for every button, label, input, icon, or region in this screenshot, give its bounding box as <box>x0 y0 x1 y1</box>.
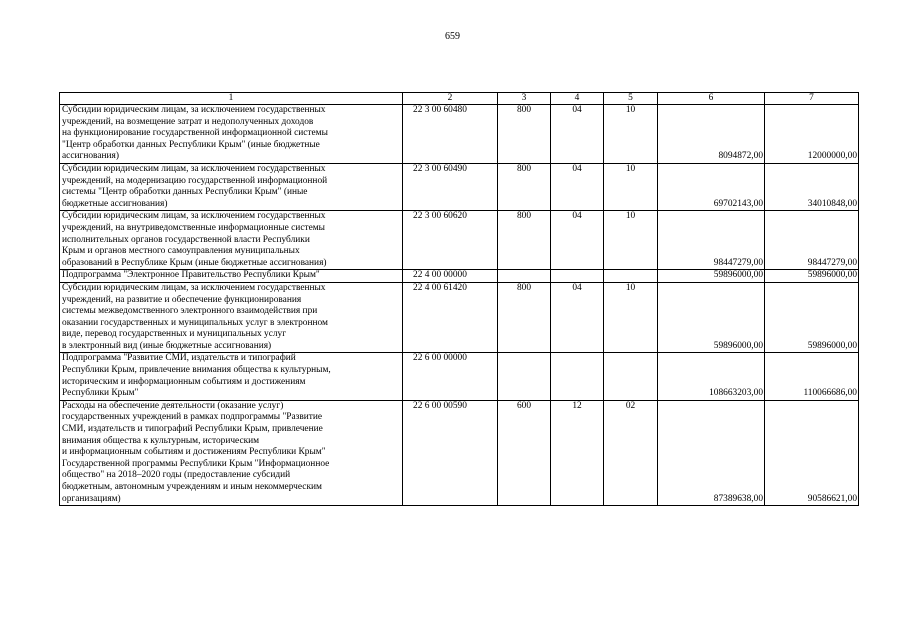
subsection-code: 02 <box>604 400 658 505</box>
expense-type-code: 800 <box>498 163 551 210</box>
row-name-line: образований в Республике Крым (иные бюджетные ассигнования) <box>62 257 327 268</box>
row-name-line: Субсидии юридическим лицам, за исключением государственных <box>62 282 326 293</box>
column-header-1: 1 <box>60 93 403 105</box>
expense-type-code <box>498 353 551 400</box>
row-name <box>60 163 403 210</box>
amount-year-1: 59896000,00 <box>658 270 765 283</box>
target-article-code: 22 3 00 60480 <box>403 105 498 164</box>
amount-year-1: 87389638,00 <box>658 400 765 505</box>
subsection-code: 10 <box>604 282 658 353</box>
amount-year-2: 12000000,00 <box>765 105 859 164</box>
subsection-code <box>604 353 658 400</box>
amount-year-1: 59896000,00 <box>658 282 765 353</box>
amount-year-2: 110066686,00 <box>765 353 859 400</box>
row-name-line: Подпрограмма "Электронное Правительство Республики Крым" <box>62 270 320 281</box>
row-name-line: Субсидии юридическим лицам, за исключением государственных <box>62 163 326 174</box>
row-name-line: Государственной программы Республики Крым "Информационное <box>62 458 330 469</box>
section-code <box>551 353 604 400</box>
row-name-line: виде, перевод государственных и муниципальных услуг <box>62 329 287 340</box>
section-code: 04 <box>551 163 604 210</box>
row-name <box>60 211 403 270</box>
subsection-code <box>604 270 658 283</box>
row-name-line: общество" на 2018–2020 годы (предоставление субсидий <box>62 470 291 481</box>
row-name-line: ассигнования) <box>62 151 119 162</box>
target-article-code: 22 3 00 60620 <box>403 211 498 270</box>
row-name <box>60 353 403 400</box>
column-header-4: 4 <box>551 93 604 105</box>
row-name-line: учреждений, на модернизацию государственной информационной <box>62 175 328 186</box>
table-row <box>60 353 859 400</box>
row-name-line: и информационным событиям и достижениям Республики Крым" <box>62 447 326 458</box>
row-name <box>60 105 403 164</box>
section-code: 04 <box>551 105 604 164</box>
section-code: 04 <box>551 211 604 270</box>
table-row <box>60 163 859 210</box>
table-row <box>60 211 859 270</box>
row-name-line: Крым и органов местного самоуправления муниципальных <box>62 246 300 257</box>
column-header-5: 5 <box>604 93 658 105</box>
row-name-line: внимания общества к культурным, историческим <box>62 435 260 446</box>
column-header-3: 3 <box>498 93 551 105</box>
row-name-line: государственных учреждений в рамках подпрограммы "Развитие <box>62 412 323 423</box>
expense-type-code: 800 <box>498 211 551 270</box>
row-name-line: Республики Крым" <box>62 388 139 399</box>
subsection-code: 10 <box>604 211 658 270</box>
row-name-line: учреждений, на развитие и обеспечение функционирования <box>62 294 302 305</box>
target-article-code: 22 4 00 00000 <box>403 270 498 283</box>
expense-type-code: 800 <box>498 105 551 164</box>
row-name-line: бюджетные ассигнования) <box>62 198 168 209</box>
row-name-line: системы межведомственного электронного взаимодействия при <box>62 306 318 317</box>
amount-year-1: 69702143,00 <box>658 163 765 210</box>
amount-year-2: 90586621,00 <box>765 400 859 505</box>
section-code <box>551 270 604 283</box>
expense-type-code: 800 <box>498 282 551 353</box>
row-name <box>60 270 403 283</box>
column-header-6: 6 <box>658 93 765 105</box>
row-name-line: системы "Центр обработки данных Республики Крым" (иные <box>62 187 308 198</box>
amount-year-1: 8094872,00 <box>658 105 765 164</box>
amount-year-2: 59896000,00 <box>765 270 859 283</box>
subsection-code: 10 <box>604 105 658 164</box>
row-name-line: исполнительных органов государственной власти Республики <box>62 234 310 245</box>
target-article-code: 22 3 00 60490 <box>403 163 498 210</box>
budget-table <box>59 92 859 506</box>
section-code: 04 <box>551 282 604 353</box>
table-row <box>60 400 859 505</box>
amount-year-2: 59896000,00 <box>765 282 859 353</box>
column-number-row <box>60 93 859 105</box>
table-row <box>60 282 859 353</box>
row-name-line: бюджетным, автономным учреждениям и иным некоммерческим <box>62 482 322 492</box>
row-name-line: Подпрограмма "Развитие СМИ, издательств и типографий <box>62 353 296 364</box>
row-name-line: историческим и информационным событиям и достижениям <box>62 376 306 387</box>
table-row <box>60 105 859 164</box>
row-name-line: Расходы на обеспечение деятельности (оказание услуг) <box>62 400 284 411</box>
amount-year-2: 34010848,00 <box>765 163 859 210</box>
amount-year-2: 98447279,00 <box>765 211 859 270</box>
row-name-line: организациям) <box>62 493 121 504</box>
row-name-line: оказании государственных и муниципальных услуг в электронном <box>62 317 328 328</box>
row-name <box>60 400 403 505</box>
expense-type-code <box>498 270 551 283</box>
row-name-line: Субсидии юридическим лицам, за исключением государственных <box>62 211 326 222</box>
row-name-line: Республики Крым, привлечение внимания общества к культурным, <box>62 365 331 376</box>
target-article-code: 22 4 00 61420 <box>403 282 498 353</box>
row-name-line: в электронный вид (иные бюджетные ассигнования) <box>62 340 272 351</box>
amount-year-1: 108663203,00 <box>658 353 765 400</box>
target-article-code: 22 6 00 00590 <box>403 400 498 505</box>
target-article-code: 22 6 00 00000 <box>403 353 498 400</box>
row-name-line: "Центр обработки данных Республики Крым" (иные бюджетные <box>62 139 320 150</box>
row-name <box>60 282 403 353</box>
row-name-line: на функционирование государственной информационной системы <box>62 128 328 139</box>
expense-type-code: 600 <box>498 400 551 505</box>
subsection-code: 10 <box>604 163 658 210</box>
table-row <box>60 270 859 283</box>
column-header-7: 7 <box>765 93 859 105</box>
section-code: 12 <box>551 400 604 505</box>
row-name-line: учреждений, на внутриведомственные информационные системы <box>62 222 325 233</box>
page-number: 659 <box>445 31 460 42</box>
row-name-line: учреждений, на возмещение затрат и недополученных доходов <box>62 116 314 127</box>
column-header-2: 2 <box>403 93 498 105</box>
row-name-line: СМИ, издательств и типографий Республики Крым, привлечение <box>62 424 323 435</box>
amount-year-1: 98447279,00 <box>658 211 765 270</box>
row-name-line: Субсидии юридическим лицам, за исключением государственных <box>62 105 326 115</box>
